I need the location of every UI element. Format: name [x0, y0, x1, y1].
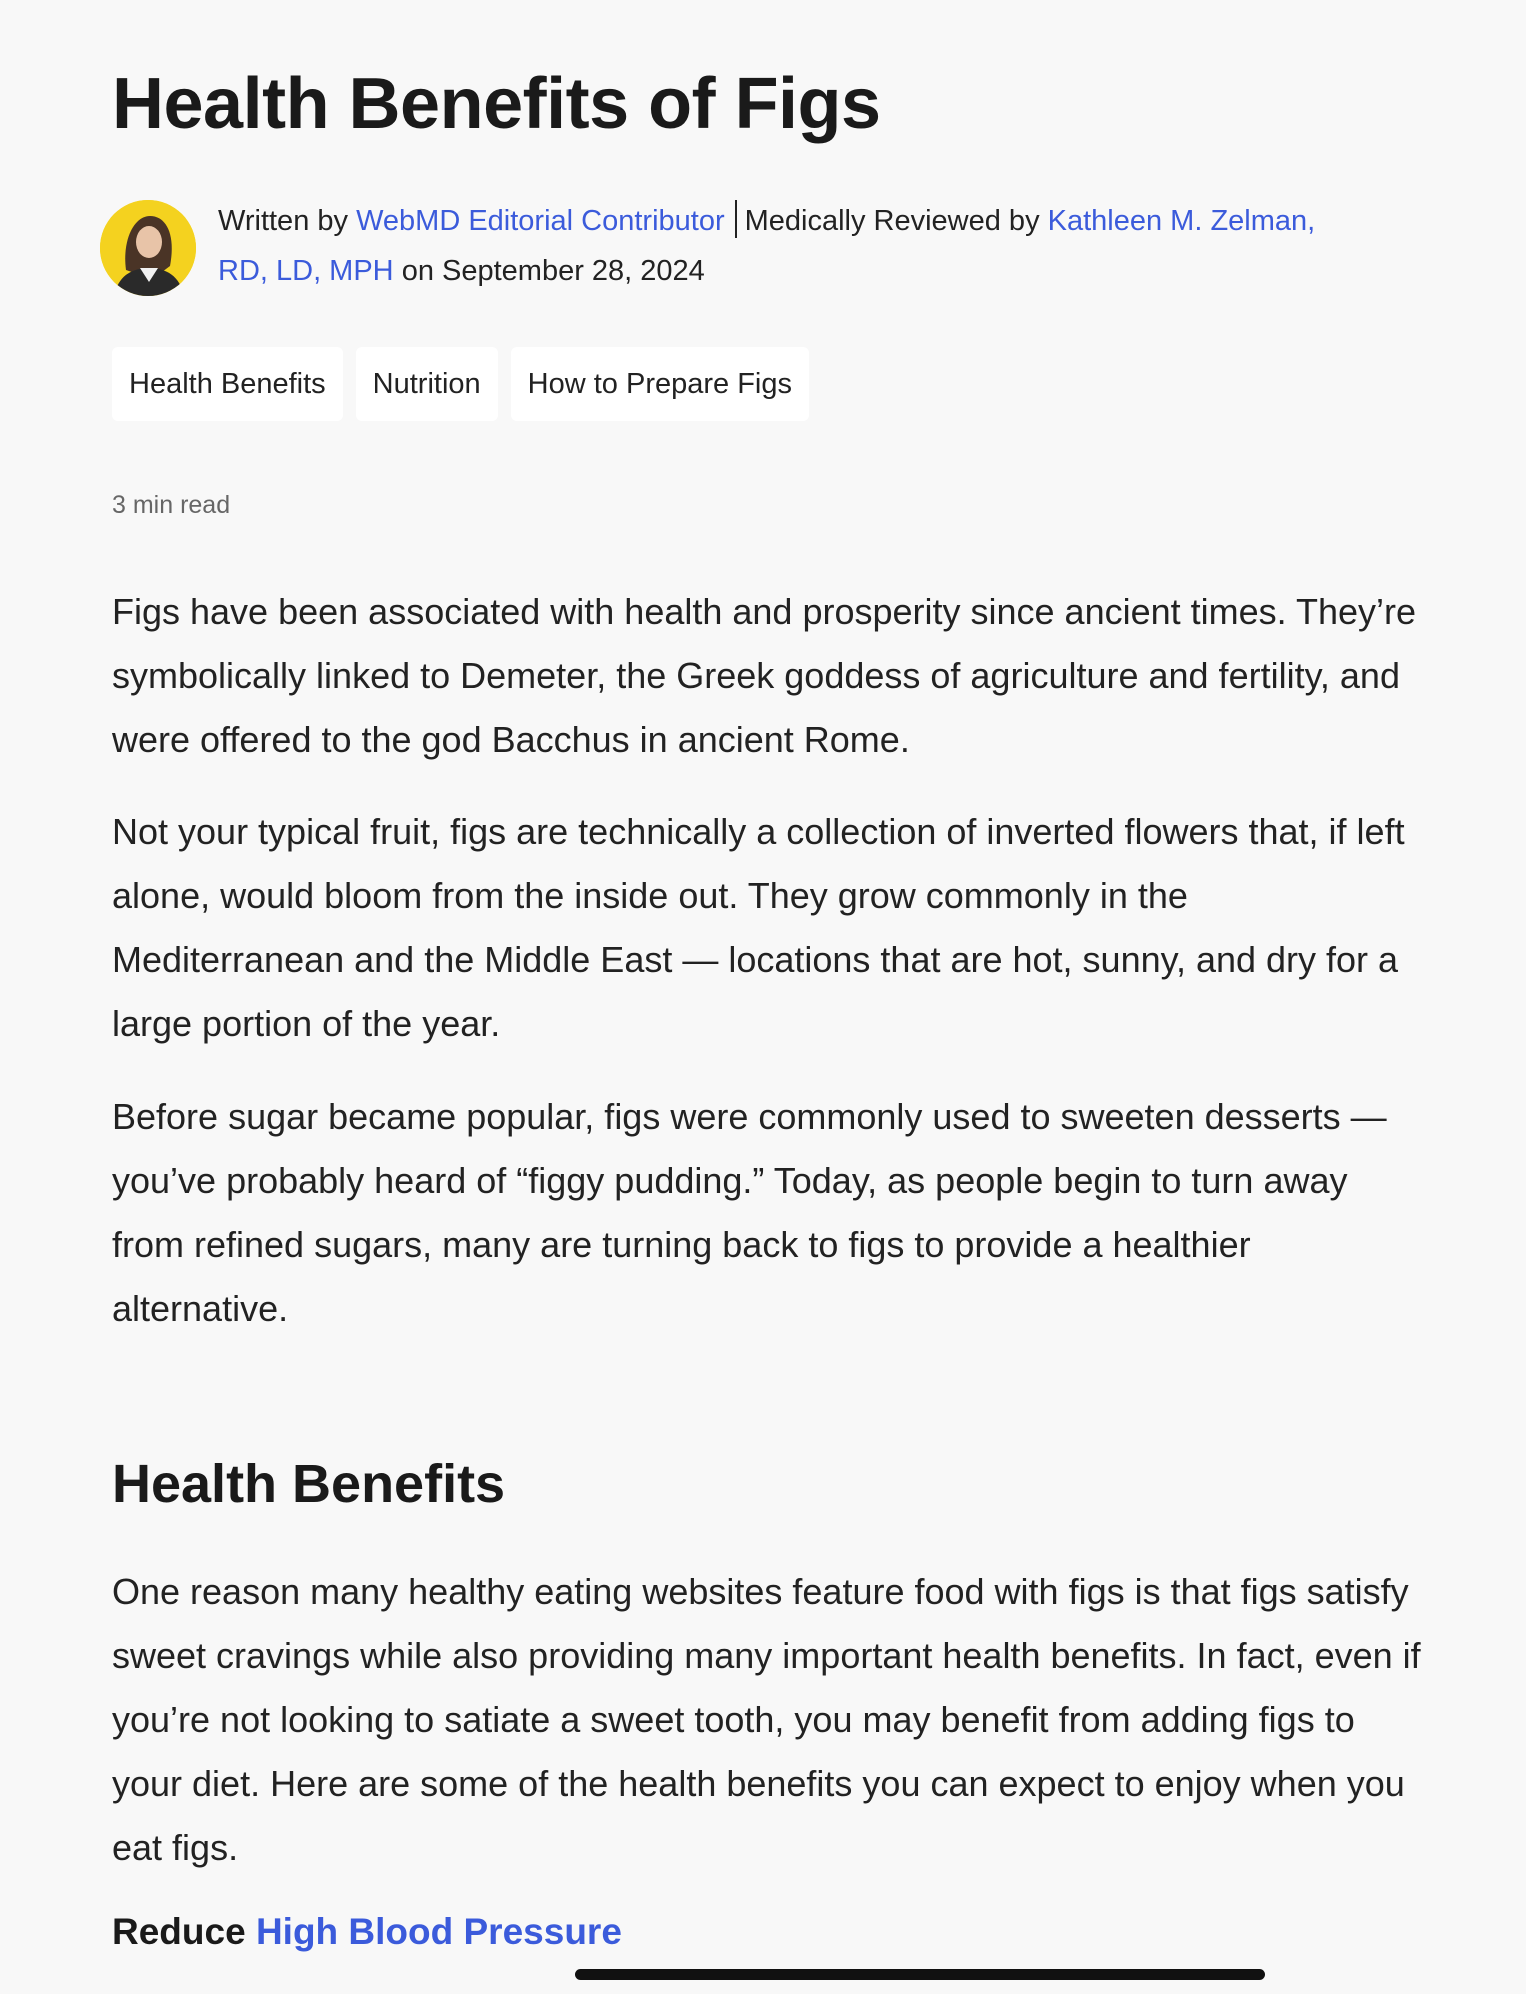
subheading-prefix: Reduce [112, 1911, 256, 1952]
written-by-label: Written by [218, 205, 357, 237]
tab-nutrition[interactable]: Nutrition [356, 347, 498, 421]
subheading [112, 1906, 622, 1958]
author-link[interactable]: WebMD Editorial Contributor [356, 205, 725, 237]
home-indicator[interactable] [575, 1969, 1265, 1980]
author-avatar[interactable] [100, 200, 196, 296]
section-heading: Health Benefits [112, 1454, 506, 1514]
intro-paragraph-2: Not your typical fruit, figs are technically a collection of inverted flowers that, if left alone, would bloom from the inside out. They grow commonly in the Mediterranean and the Middle East — locations that are hot, sunny, and dry for a large portion of the year. [112, 811, 1405, 1044]
reviewer-link[interactable]: Kathleen M. Zelman, RD, LD, MPH [218, 205, 1316, 287]
read-time: 3 min read [112, 491, 231, 519]
reviewed-by-label: Medically Reviewed by [744, 205, 1048, 237]
section-nav [112, 347, 809, 421]
byline-text [218, 196, 1318, 296]
tab-how-to-prepare[interactable]: How to Prepare Figs [511, 347, 809, 421]
article-title: Health Benefits of Figs [112, 64, 881, 144]
byline [100, 196, 1400, 306]
intro-paragraph-1: Figs have been associated with health and prosperity since ancient times. They’re symbolically linked to Demeter, the Greek goddess of agriculture and fertility, and were offered to the god Bacchus in ancient Rome. [112, 591, 1417, 760]
byline-divider [735, 200, 737, 238]
publish-date: September 28, 2024 [442, 255, 705, 287]
tab-health-benefits[interactable]: Health Benefits [112, 347, 343, 421]
date-prefix: on [393, 255, 443, 287]
intro-paragraph-3: Before sugar became popular, figs were commonly used to sweeten desserts — you’ve probably heard of “figgy pudding.” Today, as people begin to turn away from refined sugars, many are turning back to figs to provide a healthier alternative. [112, 1096, 1387, 1329]
section-paragraph: One reason many healthy eating websites feature food with figs is that figs satisfy sweet cravings while also providing many important health benefits. In fact, even if you’re not looking to satiate a sweet tooth, you may benefit from adding figs to your diet. Here are some of the health benefits you can expect to enjoy when you eat figs. [112, 1571, 1421, 1868]
high-blood-pressure-link[interactable]: High Blood Pressure [255, 1911, 622, 1952]
